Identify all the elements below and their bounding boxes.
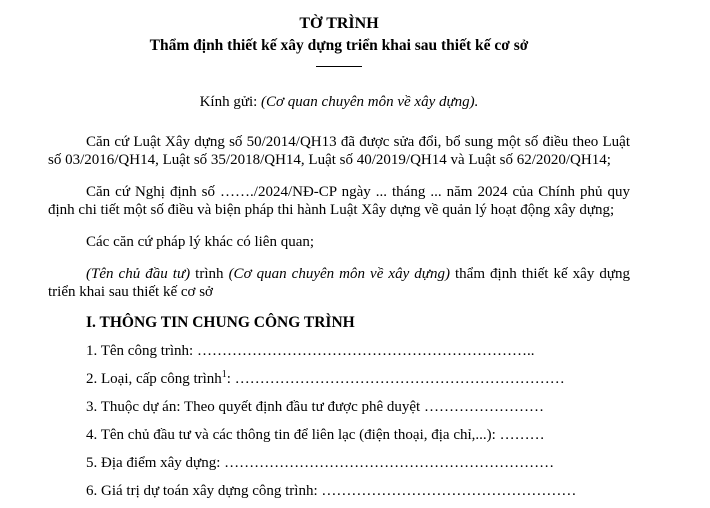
info-item-project-type	[86, 369, 630, 389]
addressee-prefix: Kính gửi:	[199, 94, 262, 110]
info-item-location	[86, 453, 630, 473]
info-item-project	[86, 397, 630, 417]
legal-basis-decree: Căn cứ Nghị định số ……./2024/NĐ-CP ngày ... tháng ... năm 2024 của Chính phủ quy định chi tiết một số điều và biện pháp thi hành Luật Xây dựng về quản lý hoạt động xây dựng;	[48, 184, 630, 218]
footnote-marker: 1	[221, 369, 227, 380]
item-label: 1. Tên công trình:	[86, 343, 197, 359]
document-page	[48, 14, 630, 501]
addressee-recipient: (Cơ quan chuyên môn về xây dựng).	[261, 94, 479, 110]
item-fill: ………	[499, 427, 545, 443]
investor-placeholder: (Tên chủ đầu tư)	[86, 266, 191, 282]
request-paragraph	[48, 265, 630, 301]
item-label: 2. Loại, cấp công trình	[86, 371, 222, 387]
request-rest: thẩm định thiết kế xây dựng triển khai sau thiết kế cơ sở	[48, 266, 630, 300]
legal-basis-law: Căn cứ Luật Xây dựng số 50/2014/QH13 đã được sửa đổi, bổ sung một số điều theo Luật số 03/2016/QH14, Luật số 35/2018/QH14, Luật số 40/2019/QH14 và Luật số 62/2020/QH14;	[48, 134, 630, 168]
section-heading: I. THÔNG TIN CHUNG CÔNG TRÌNH	[86, 314, 355, 331]
item-fill: ……………………………………………	[321, 483, 577, 499]
document-subtitle: Thẩm định thiết kế xây dựng triển khai sau thiết kế cơ sở	[149, 37, 529, 54]
title-underline	[316, 66, 362, 67]
info-item-investor	[86, 425, 630, 445]
item-label: 4. Tên chủ đầu tư và các thông tin để liên lạc (điện thoại, địa chỉ,...):	[86, 427, 500, 443]
info-item-project-name	[86, 341, 630, 361]
item-fill: …………………………………………………………	[224, 455, 555, 471]
item-label: 6. Giá trị dự toán xây dựng công trình:	[86, 483, 322, 499]
legal-basis-other: Các căn cứ pháp lý khác có liên quan;	[86, 234, 315, 250]
item-label: 3. Thuộc dự án: Theo quyết định đầu tư được phê duyệt	[86, 399, 424, 415]
item-fill: …………………………………………………………	[234, 371, 565, 387]
info-item-estimate	[86, 481, 630, 501]
item-fill: …………………………………………………………..	[196, 343, 535, 359]
addressee-line	[48, 92, 630, 112]
item-colon: :	[226, 371, 235, 387]
item-fill: ……………………	[423, 399, 544, 415]
document-title: TỜ TRÌNH	[299, 15, 379, 32]
agency-placeholder: (Cơ quan chuyên môn về xây dựng)	[228, 266, 450, 282]
request-verb: trình	[190, 266, 229, 282]
item-label: 5. Địa điểm xây dựng:	[86, 455, 225, 471]
